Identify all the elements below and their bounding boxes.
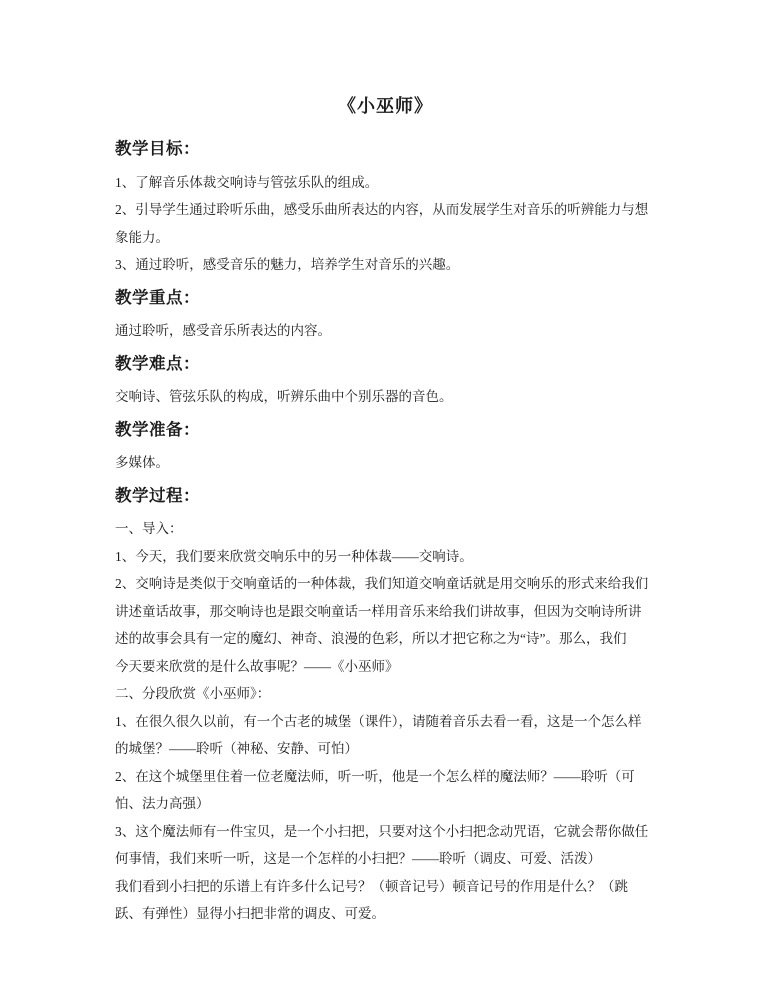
text-line: 2、在这个城堡里住着一位老魔法师，听一听，他是一个怎么样的魔法师？——聆听（可 xyxy=(115,768,635,784)
text-line: 通过聆听，感受音乐所表达的内容。 xyxy=(115,323,331,338)
text-line: 我们看到小扫把的乐谱上有许多什么记号？（顿音记号）顿音记号的作用是什么？（跳 xyxy=(115,878,628,894)
text-line: 多媒体。 xyxy=(115,455,169,470)
section-heading: 教学目标： xyxy=(115,139,200,158)
text-line: 1、今天，我们要来欣赏交响乐中的另一种体裁——交响诗。 xyxy=(115,548,473,564)
text-line: 跃、有弹性）显得小扫把非常的调皮、可爱。 xyxy=(115,906,385,921)
text-line: 交响诗、管弦乐队的构成，听辨乐曲中个别乐器的音色。 xyxy=(115,389,453,404)
text-line: 3、这个魔法师有一件宝贝，是一个小扫把，只要对这个小扫把念动咒语，它就会帮你做任 xyxy=(115,823,649,839)
text-line: 3、通过聆听，感受音乐的魅力，培养学生对音乐的兴趣。 xyxy=(115,257,460,272)
text-line: 何事情，我们来听一听，这是一个怎样的小扫把？——聆听（调皮、可爱、活泼） xyxy=(115,851,601,866)
sections-container xyxy=(115,135,656,928)
text-line: 的城堡？——聆听（神秘、安静、可怕） xyxy=(115,741,358,756)
section-heading: 教学准备： xyxy=(115,419,200,439)
section-heading: 教学重点： xyxy=(115,287,200,307)
text-line: 2、交响诗是类似于交响童话的一种体裁，我们知道交响童话就是用交响乐的形式来给我们 xyxy=(115,576,649,591)
text-line: 述的故事会具有一定的魔幻、神奇、浪漫的色彩，所以才把它称之为“诗”。那么，我们 xyxy=(115,631,627,646)
page-title: 《小巫师》 xyxy=(338,96,433,116)
section-heading: 教学难点： xyxy=(115,353,200,373)
text-line: 2、引导学生通过聆听乐曲，感受乐曲所表达的内容，从而发展学生对音乐的听辨能力与想 xyxy=(115,202,649,217)
text-line: 1、了解音乐体裁交响诗与管弦乐队的组成。 xyxy=(115,174,379,190)
text-line: 象能力。 xyxy=(115,229,169,245)
text-line: 1、在很久很久以前，有一个古老的城堡（课件），请随着音乐去看一看，这是一个怎么样 xyxy=(115,713,642,729)
text-line: 怕、法力高强） xyxy=(115,796,210,811)
text-line: 二、分段欣赏《小巫师》： xyxy=(115,686,271,701)
text-line: 讲述童话故事，那交响诗也是跟交响童话一样用音乐来给我们讲故事，但因为交响诗所讲 xyxy=(115,603,642,619)
section-heading: 教学过程： xyxy=(115,485,200,505)
text-line: 一、导入： xyxy=(115,521,183,536)
text-line: 今天要来欣赏的是什么故事呢？——《小巫师》 xyxy=(115,658,399,674)
